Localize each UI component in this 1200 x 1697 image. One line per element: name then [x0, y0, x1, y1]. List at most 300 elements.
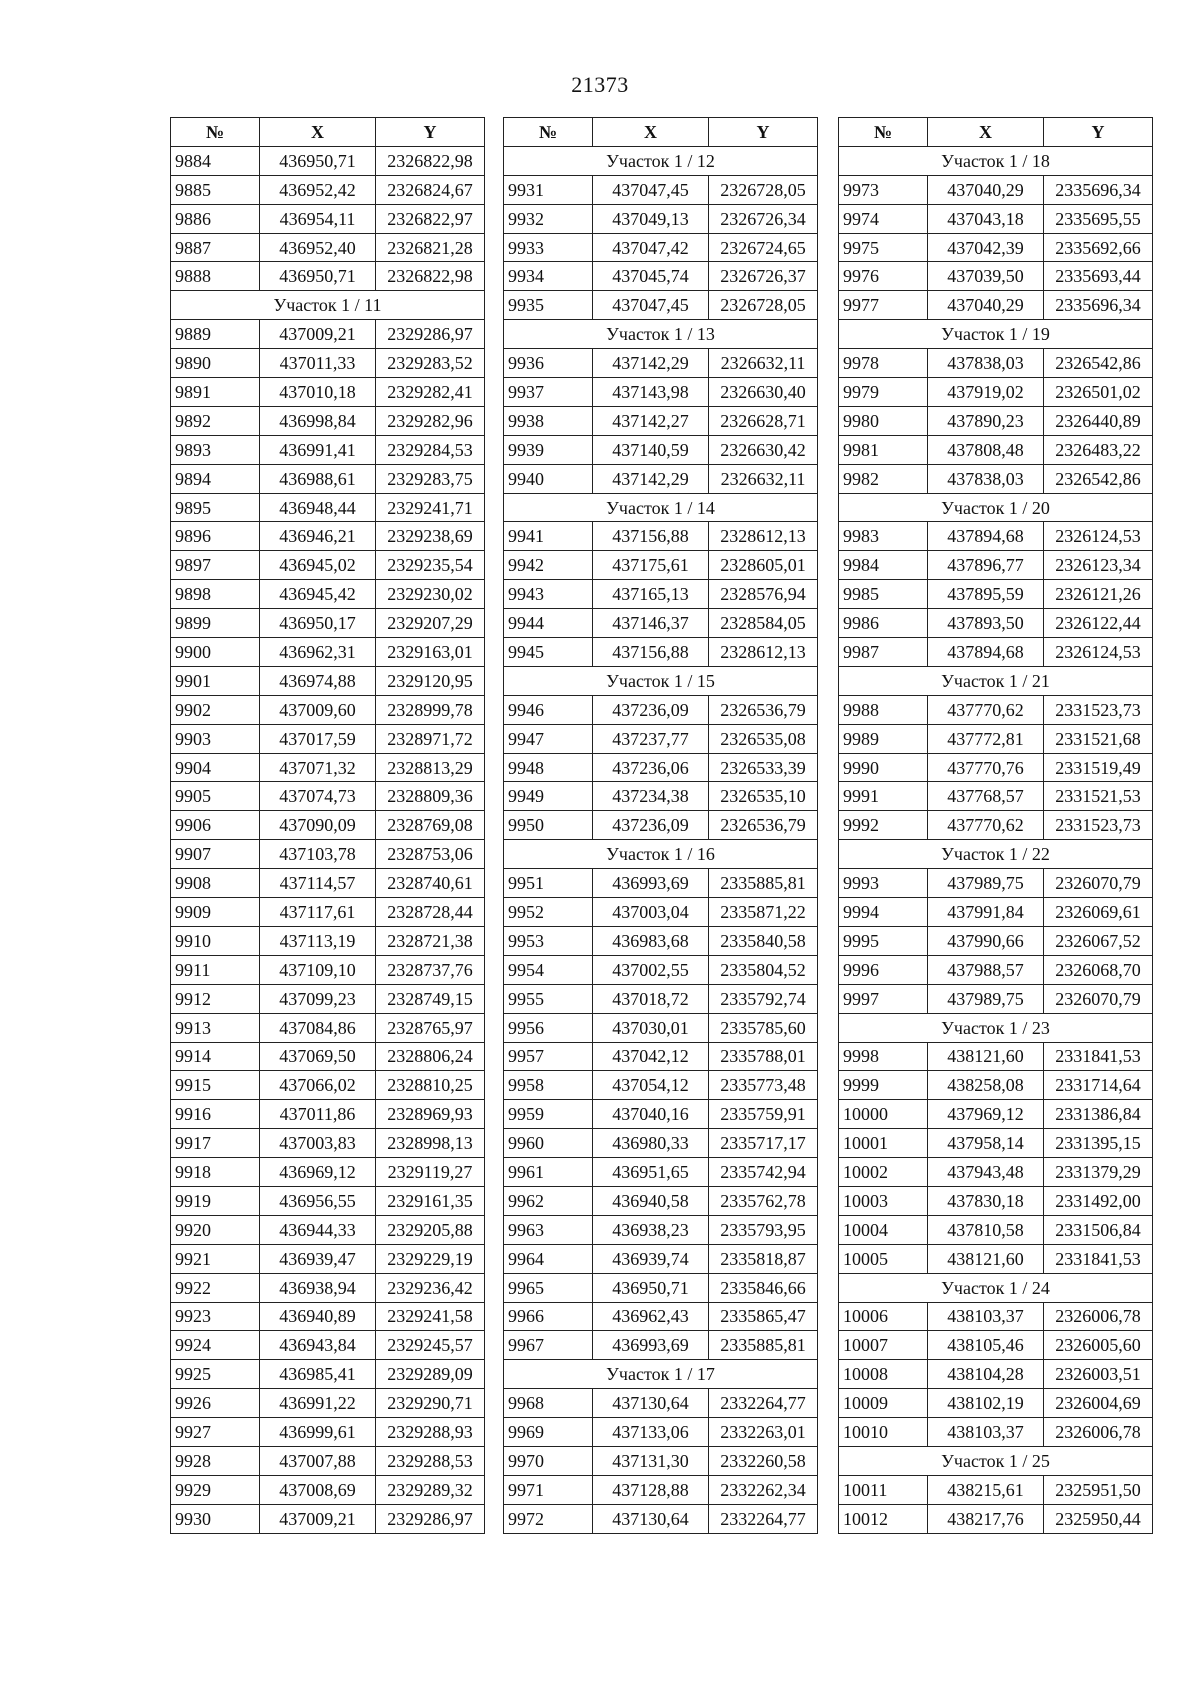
y-coordinate-cell: 2335762,78: [709, 1186, 818, 1215]
point-number-cell: 9980: [839, 406, 928, 435]
table-row: [839, 1215, 1153, 1244]
table-row: [171, 1129, 485, 1158]
y-coordinate-cell: 2326536,79: [709, 811, 818, 840]
x-coordinate-cell: 436956,55: [260, 1186, 376, 1215]
x-coordinate-cell: 437895,59: [928, 580, 1044, 609]
y-coordinate-cell: 2332262,34: [709, 1475, 818, 1504]
point-number-cell: 9937: [504, 378, 593, 407]
x-coordinate-cell: 436938,94: [260, 1273, 376, 1302]
point-number-cell: 9931: [504, 175, 593, 204]
header-y: Y: [1044, 118, 1153, 147]
point-number-cell: 10004: [839, 1215, 928, 1244]
table-row: [839, 1071, 1153, 1100]
point-number-cell: 9981: [839, 435, 928, 464]
table-row: [504, 1100, 818, 1129]
table-row: [171, 1244, 485, 1273]
x-coordinate-cell: 436945,02: [260, 551, 376, 580]
point-number-cell: 10011: [839, 1475, 928, 1504]
y-coordinate-cell: 2335846,66: [709, 1273, 818, 1302]
y-coordinate-cell: 2329282,41: [376, 378, 485, 407]
y-coordinate-cell: 2335885,81: [709, 1331, 818, 1360]
y-coordinate-cell: 2326535,08: [709, 724, 818, 753]
x-coordinate-cell: 437810,58: [928, 1215, 1044, 1244]
point-number-cell: 9945: [504, 638, 593, 667]
point-number-cell: 9951: [504, 869, 593, 898]
table-row: [839, 926, 1153, 955]
point-number-cell: 9929: [171, 1475, 260, 1504]
y-coordinate-cell: 2326124,53: [1044, 638, 1153, 667]
y-coordinate-cell: 2329163,01: [376, 638, 485, 667]
point-number-cell: 10003: [839, 1186, 928, 1215]
y-coordinate-cell: 2335818,87: [709, 1244, 818, 1273]
point-number-cell: 10002: [839, 1158, 928, 1187]
table-row: [504, 464, 818, 493]
y-coordinate-cell: 2335696,34: [1044, 291, 1153, 320]
point-number-cell: 9950: [504, 811, 593, 840]
table-row: [504, 869, 818, 898]
table-row: [504, 233, 818, 262]
x-coordinate-cell: 436940,58: [593, 1186, 709, 1215]
x-coordinate-cell: 437140,59: [593, 435, 709, 464]
point-number-cell: 9960: [504, 1129, 593, 1158]
table-row: [171, 1042, 485, 1071]
point-number-cell: 9916: [171, 1100, 260, 1129]
header-y: Y: [376, 118, 485, 147]
x-coordinate-cell: 437919,02: [928, 378, 1044, 407]
table-row: [839, 406, 1153, 435]
section-title: Участок 1 / 19: [839, 320, 1153, 349]
x-coordinate-cell: 437030,01: [593, 1013, 709, 1042]
table-row: [839, 984, 1153, 1013]
x-coordinate-cell: 437047,42: [593, 233, 709, 262]
point-number-cell: 9934: [504, 262, 593, 291]
table-row: [171, 638, 485, 667]
y-coordinate-cell: 2325950,44: [1044, 1504, 1153, 1533]
y-coordinate-cell: 2328971,72: [376, 724, 485, 753]
x-coordinate-cell: 436950,71: [260, 146, 376, 175]
table-row: [839, 1186, 1153, 1215]
x-coordinate-cell: 437770,62: [928, 695, 1044, 724]
section-title: Участок 1 / 21: [839, 666, 1153, 695]
y-coordinate-cell: 2326628,71: [709, 406, 818, 435]
point-number-cell: 9995: [839, 926, 928, 955]
point-number-cell: 9979: [839, 378, 928, 407]
x-coordinate-cell: 437109,10: [260, 955, 376, 984]
point-number-cell: 9895: [171, 493, 260, 522]
y-coordinate-cell: 2329283,75: [376, 464, 485, 493]
table-row: [171, 349, 485, 378]
x-coordinate-cell: 437099,23: [260, 984, 376, 1013]
point-number-cell: 9896: [171, 522, 260, 551]
point-number-cell: 9944: [504, 609, 593, 638]
y-coordinate-cell: 2331714,64: [1044, 1071, 1153, 1100]
x-coordinate-cell: 436939,47: [260, 1244, 376, 1273]
point-number-cell: 9914: [171, 1042, 260, 1071]
x-coordinate-cell: 437236,09: [593, 695, 709, 724]
x-coordinate-cell: 438103,37: [928, 1418, 1044, 1447]
section-title: Участок 1 / 22: [839, 840, 1153, 869]
point-number-cell: 9910: [171, 926, 260, 955]
point-number-cell: 9946: [504, 695, 593, 724]
y-coordinate-cell: 2328969,93: [376, 1100, 485, 1129]
point-number-cell: 9942: [504, 551, 593, 580]
x-coordinate-cell: 437047,45: [593, 291, 709, 320]
table-row: [504, 1071, 818, 1100]
table-row: [839, 580, 1153, 609]
section-row: [839, 840, 1153, 869]
y-coordinate-cell: 2326006,78: [1044, 1418, 1153, 1447]
point-number-cell: 9990: [839, 753, 928, 782]
table-row: [504, 435, 818, 464]
header-number: №: [839, 118, 928, 147]
y-coordinate-cell: 2326542,86: [1044, 349, 1153, 378]
y-coordinate-cell: 2326632,11: [709, 349, 818, 378]
y-coordinate-cell: 2329286,97: [376, 1504, 485, 1533]
y-coordinate-cell: 2326728,05: [709, 291, 818, 320]
y-coordinate-cell: 2326822,98: [376, 146, 485, 175]
x-coordinate-cell: 437988,57: [928, 955, 1044, 984]
y-coordinate-cell: 2326005,60: [1044, 1331, 1153, 1360]
x-coordinate-cell: 437090,09: [260, 811, 376, 840]
x-coordinate-cell: 436988,61: [260, 464, 376, 493]
y-coordinate-cell: 2329283,52: [376, 349, 485, 378]
table-row: [839, 1129, 1153, 1158]
x-coordinate-cell: 437838,03: [928, 349, 1044, 378]
x-coordinate-cell: 437017,59: [260, 724, 376, 753]
y-coordinate-cell: 2328765,97: [376, 1013, 485, 1042]
y-coordinate-cell: 2328728,44: [376, 898, 485, 927]
table-row: [504, 1389, 818, 1418]
point-number-cell: 9927: [171, 1418, 260, 1447]
table-row: [171, 175, 485, 204]
x-coordinate-cell: 437156,88: [593, 522, 709, 551]
table-row: [839, 782, 1153, 811]
x-coordinate-cell: 438121,60: [928, 1042, 1044, 1071]
table-row: [171, 464, 485, 493]
page-number: 21373: [571, 72, 629, 97]
point-number-cell: 9899: [171, 609, 260, 638]
y-coordinate-cell: 2326630,42: [709, 435, 818, 464]
point-number-cell: 10012: [839, 1504, 928, 1533]
x-coordinate-cell: 437830,18: [928, 1186, 1044, 1215]
x-coordinate-cell: 437066,02: [260, 1071, 376, 1100]
table-row: [504, 955, 818, 984]
point-number-cell: 9930: [171, 1504, 260, 1533]
y-coordinate-cell: 2331521,53: [1044, 782, 1153, 811]
point-number-cell: 9971: [504, 1475, 593, 1504]
x-coordinate-cell: 437943,48: [928, 1158, 1044, 1187]
section-title: Участок 1 / 12: [504, 146, 818, 175]
table-row: [504, 1331, 818, 1360]
y-coordinate-cell: 2326004,69: [1044, 1389, 1153, 1418]
point-number-cell: 9953: [504, 926, 593, 955]
x-coordinate-cell: 437133,06: [593, 1418, 709, 1447]
header-row: [504, 118, 818, 147]
y-coordinate-cell: 2329282,96: [376, 406, 485, 435]
point-number-cell: 9894: [171, 464, 260, 493]
table-row: [839, 1389, 1153, 1418]
x-coordinate-cell: 437008,69: [260, 1475, 376, 1504]
point-number-cell: 9968: [504, 1389, 593, 1418]
y-coordinate-cell: 2326822,98: [376, 262, 485, 291]
x-coordinate-cell: 437770,62: [928, 811, 1044, 840]
x-coordinate-cell: 436944,33: [260, 1215, 376, 1244]
y-coordinate-cell: 2331492,00: [1044, 1186, 1153, 1215]
table-row: [839, 753, 1153, 782]
y-coordinate-cell: 2326542,86: [1044, 464, 1153, 493]
x-coordinate-cell: 436999,61: [260, 1418, 376, 1447]
point-number-cell: 9965: [504, 1273, 593, 1302]
x-coordinate-cell: 437018,72: [593, 984, 709, 1013]
y-coordinate-cell: 2328612,13: [709, 522, 818, 551]
point-number-cell: 9949: [504, 782, 593, 811]
point-number-cell: 9955: [504, 984, 593, 1013]
section-row: [504, 666, 818, 695]
y-coordinate-cell: 2331521,68: [1044, 724, 1153, 753]
table-row: [839, 349, 1153, 378]
y-coordinate-cell: 2326124,53: [1044, 522, 1153, 551]
point-number-cell: 9915: [171, 1071, 260, 1100]
y-coordinate-cell: 2329119,27: [376, 1158, 485, 1187]
x-coordinate-cell: 436943,84: [260, 1331, 376, 1360]
table-row: [171, 1360, 485, 1389]
point-number-cell: 10010: [839, 1418, 928, 1447]
y-coordinate-cell: 2329288,93: [376, 1418, 485, 1447]
table-row: [504, 926, 818, 955]
point-number-cell: 9997: [839, 984, 928, 1013]
y-coordinate-cell: 2331841,53: [1044, 1042, 1153, 1071]
x-coordinate-cell: 437991,84: [928, 898, 1044, 927]
x-coordinate-cell: 437042,39: [928, 233, 1044, 262]
x-coordinate-cell: 437074,73: [260, 782, 376, 811]
y-coordinate-cell: 2326536,79: [709, 695, 818, 724]
section-title: Участок 1 / 20: [839, 493, 1153, 522]
section-title: Участок 1 / 14: [504, 493, 818, 522]
y-coordinate-cell: 2335693,44: [1044, 262, 1153, 291]
point-number-cell: 9923: [171, 1302, 260, 1331]
point-number-cell: 9890: [171, 349, 260, 378]
section-row: [504, 493, 818, 522]
point-number-cell: 9996: [839, 955, 928, 984]
section-title: Участок 1 / 23: [839, 1013, 1153, 1042]
point-number-cell: 9970: [504, 1446, 593, 1475]
table-row: [171, 204, 485, 233]
y-coordinate-cell: 2335793,95: [709, 1215, 818, 1244]
section-row: [839, 146, 1153, 175]
table-row: [171, 551, 485, 580]
point-number-cell: 9926: [171, 1389, 260, 1418]
table-row: [171, 753, 485, 782]
point-number-cell: 9991: [839, 782, 928, 811]
y-coordinate-cell: 2335792,74: [709, 984, 818, 1013]
point-number-cell: 9918: [171, 1158, 260, 1187]
x-coordinate-cell: 437989,75: [928, 984, 1044, 1013]
table-row: [839, 522, 1153, 551]
y-coordinate-cell: 2331841,53: [1044, 1244, 1153, 1273]
table-row: [504, 551, 818, 580]
table-row: [839, 609, 1153, 638]
x-coordinate-cell: 437040,29: [928, 175, 1044, 204]
y-coordinate-cell: 2335788,01: [709, 1042, 818, 1071]
table-row: [839, 262, 1153, 291]
x-coordinate-cell: 437117,61: [260, 898, 376, 927]
section-title: Участок 1 / 18: [839, 146, 1153, 175]
point-number-cell: 9909: [171, 898, 260, 927]
table-row: [171, 262, 485, 291]
table-row: [171, 1475, 485, 1504]
table-row: [504, 638, 818, 667]
y-coordinate-cell: 2335804,52: [709, 955, 818, 984]
y-coordinate-cell: 2326822,97: [376, 204, 485, 233]
table-row: [171, 1100, 485, 1129]
table-row: [504, 753, 818, 782]
table-row: [839, 955, 1153, 984]
x-coordinate-cell: 436938,23: [593, 1215, 709, 1244]
y-coordinate-cell: 2328584,05: [709, 609, 818, 638]
point-number-cell: 10009: [839, 1389, 928, 1418]
point-number-cell: 9906: [171, 811, 260, 840]
table-row: [171, 811, 485, 840]
x-coordinate-cell: 437113,19: [260, 926, 376, 955]
x-coordinate-cell: 437237,77: [593, 724, 709, 753]
section-row: [839, 1446, 1153, 1475]
section-title: Участок 1 / 13: [504, 320, 818, 349]
point-number-cell: 9891: [171, 378, 260, 407]
x-coordinate-cell: 436993,69: [593, 869, 709, 898]
table-row: [171, 1215, 485, 1244]
x-coordinate-cell: 436952,42: [260, 175, 376, 204]
point-number-cell: 9978: [839, 349, 928, 378]
point-number-cell: 9958: [504, 1071, 593, 1100]
section-row: [839, 1273, 1153, 1302]
y-coordinate-cell: 2328810,25: [376, 1071, 485, 1100]
table-row: [839, 378, 1153, 407]
table-row: [839, 435, 1153, 464]
point-number-cell: 9938: [504, 406, 593, 435]
table-row: [171, 898, 485, 927]
x-coordinate-cell: 437808,48: [928, 435, 1044, 464]
x-coordinate-cell: 438104,28: [928, 1360, 1044, 1389]
y-coordinate-cell: 2335885,81: [709, 869, 818, 898]
y-coordinate-cell: 2326003,51: [1044, 1360, 1153, 1389]
point-number-cell: 9912: [171, 984, 260, 1013]
x-coordinate-cell: 437165,13: [593, 580, 709, 609]
y-coordinate-cell: 2329289,09: [376, 1360, 485, 1389]
y-coordinate-cell: 2328998,13: [376, 1129, 485, 1158]
y-coordinate-cell: 2335695,55: [1044, 204, 1153, 233]
table-row: [504, 580, 818, 609]
x-coordinate-cell: 437175,61: [593, 551, 709, 580]
x-coordinate-cell: 436985,41: [260, 1360, 376, 1389]
table-row: [171, 695, 485, 724]
table-row: [839, 1302, 1153, 1331]
y-coordinate-cell: 2328769,08: [376, 811, 485, 840]
x-coordinate-cell: 437890,23: [928, 406, 1044, 435]
x-coordinate-cell: 438105,46: [928, 1331, 1044, 1360]
y-coordinate-cell: 2332263,01: [709, 1418, 818, 1447]
point-number-cell: 9967: [504, 1331, 593, 1360]
table-row: [504, 349, 818, 378]
y-coordinate-cell: 2335717,17: [709, 1129, 818, 1158]
x-coordinate-cell: 436940,89: [260, 1302, 376, 1331]
point-number-cell: 9917: [171, 1129, 260, 1158]
table-row: [504, 262, 818, 291]
point-number-cell: 9954: [504, 955, 593, 984]
x-coordinate-cell: 437131,30: [593, 1446, 709, 1475]
x-coordinate-cell: 437236,09: [593, 811, 709, 840]
point-number-cell: 9982: [839, 464, 928, 493]
x-coordinate-cell: 437143,98: [593, 378, 709, 407]
table-row: [171, 1331, 485, 1360]
point-number-cell: 9992: [839, 811, 928, 840]
table-row: [839, 1475, 1153, 1504]
x-coordinate-cell: 437772,81: [928, 724, 1044, 753]
y-coordinate-cell: 2332264,77: [709, 1504, 818, 1533]
point-number-cell: 10005: [839, 1244, 928, 1273]
table-row: [839, 464, 1153, 493]
table-row: [171, 146, 485, 175]
x-coordinate-cell: 437896,77: [928, 551, 1044, 580]
y-coordinate-cell: 2326122,44: [1044, 609, 1153, 638]
point-number-cell: 9932: [504, 204, 593, 233]
section-row: [504, 146, 818, 175]
point-number-cell: 9897: [171, 551, 260, 580]
point-number-cell: 9925: [171, 1360, 260, 1389]
x-coordinate-cell: 436993,69: [593, 1331, 709, 1360]
x-coordinate-cell: 436939,74: [593, 1244, 709, 1273]
table-row: [504, 1504, 818, 1533]
table-row: [171, 666, 485, 695]
point-number-cell: 9956: [504, 1013, 593, 1042]
table-row: [839, 1158, 1153, 1187]
y-coordinate-cell: 2329290,71: [376, 1389, 485, 1418]
x-coordinate-cell: 437009,21: [260, 1504, 376, 1533]
point-number-cell: 9986: [839, 609, 928, 638]
x-coordinate-cell: 437142,27: [593, 406, 709, 435]
table-row: [171, 522, 485, 551]
point-number-cell: 9928: [171, 1446, 260, 1475]
section-title: Участок 1 / 17: [504, 1360, 818, 1389]
header-number: №: [171, 118, 260, 147]
y-coordinate-cell: 2326070,79: [1044, 869, 1153, 898]
section-row: [504, 1360, 818, 1389]
y-coordinate-cell: 2329235,54: [376, 551, 485, 580]
point-number-cell: 9993: [839, 869, 928, 898]
x-coordinate-cell: 437045,74: [593, 262, 709, 291]
point-number-cell: 9984: [839, 551, 928, 580]
x-coordinate-cell: 436974,88: [260, 666, 376, 695]
table-row: [504, 204, 818, 233]
x-coordinate-cell: 437047,45: [593, 175, 709, 204]
x-coordinate-cell: 437894,68: [928, 522, 1044, 551]
table-row: [171, 435, 485, 464]
y-coordinate-cell: 2329229,19: [376, 1244, 485, 1273]
x-coordinate-cell: 437003,83: [260, 1129, 376, 1158]
point-number-cell: 9943: [504, 580, 593, 609]
x-coordinate-cell: 437010,18: [260, 378, 376, 407]
point-number-cell: 9957: [504, 1042, 593, 1071]
table-row: [839, 204, 1153, 233]
table-row: [171, 724, 485, 753]
y-coordinate-cell: 2332264,77: [709, 1389, 818, 1418]
table-row: [504, 811, 818, 840]
table-row: [504, 1475, 818, 1504]
table-row: [504, 1244, 818, 1273]
table-row: [504, 782, 818, 811]
table-row: [171, 1504, 485, 1533]
table-row: [504, 984, 818, 1013]
point-number-cell: 9902: [171, 695, 260, 724]
